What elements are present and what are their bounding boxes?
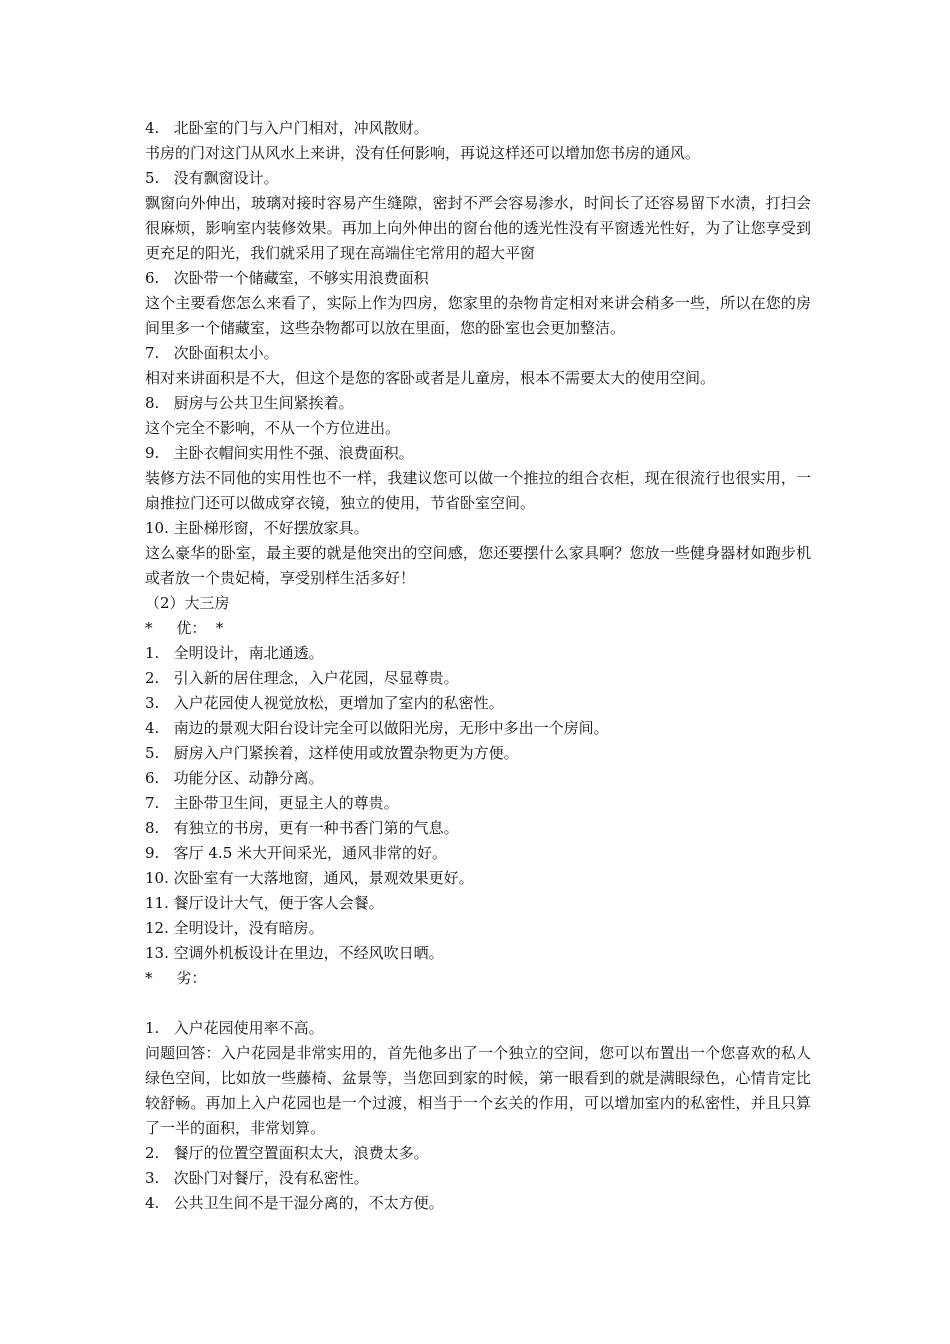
- text-line: 8. 有独立的书房，更有一种书香门第的气息。: [145, 819, 459, 837]
- text-line: 10. 次卧室有一大落地窗，通风，景观效果更好。: [145, 869, 474, 887]
- text-line: 相对来讲面积是不大，但这个是您的客卧或者是儿童房，根本不需要太大的使用空间。: [145, 369, 716, 387]
- text-line: 2. 引入新的居住理念，入户花园，尽显尊贵。: [145, 669, 459, 687]
- text-line: 9. 主卧衣帽间实用性不强、浪费面积。: [145, 444, 414, 462]
- text-line: 10. 主卧梯形窗，不好摆放家具。: [145, 519, 369, 537]
- text-line: * 劣：: [145, 969, 207, 987]
- paragraph: 飘窗向外伸出，玻璃对接时容易产生缝隙，密封不严会容易渗水，时间长了还容易留下水渍，打扫会很麻烦，影响室内装修效果。再加上向外伸出的窗台他的透光性没有平窗透光性好，为了让您享受到更充足的阳光，我们就采用了现在高端住宅常用的超大平窗: [145, 194, 811, 262]
- text-line: （2）大三房: [145, 594, 230, 612]
- text-line: 3. 次卧门对餐厅，没有私密性。: [145, 1169, 369, 1187]
- text-line: 9. 客厅 4.5 米大开间采光，通风非常的好。: [145, 844, 448, 862]
- text-line: 5. 没有飘窗设计。: [145, 169, 279, 187]
- text-line: 1. 入户花园使用率不高。: [145, 1019, 324, 1037]
- text-line: 4. 公共卫生间不是干湿分离的，不太方便。: [145, 1194, 444, 1212]
- text-line: 这个完全不影响，不从一个方位进出。: [145, 419, 401, 437]
- text-line: 12. 全明设计，没有暗房。: [145, 919, 324, 937]
- paragraph: 装修方法不同他的实用性也不一样，我建议您可以做一个推拉的组合衣柜，现在很流行也很实用，一扇推拉门还可以做成穿衣镜，独立的使用，节省卧室空间。: [145, 469, 811, 512]
- text-line: 7. 主卧带卫生间，更显主人的尊贵。: [145, 794, 399, 812]
- paragraph: 这个主要看您怎么来看了，实际上作为四房，您家里的杂物肯定相对来讲会稍多一些，所以在您的房间里多一个储藏室，这些杂物都可以放在里面，您的卧室也会更加整洁。: [145, 294, 811, 337]
- text-line: 书房的门对这门从风水上来讲，没有任何影响，再说这样还可以增加您书房的通风。: [145, 144, 701, 162]
- text-line: 4. 北卧室的门与入户门相对，冲风散财。: [145, 119, 429, 137]
- paragraph: 这么豪华的卧室，最主要的就是他突出的空间感，您还要摆什么家具啊？您放一些健身器材如跑步机或者放一个贵妃椅，享受别样生活多好！: [145, 544, 811, 587]
- text-line: 8. 厨房与公共卫生间紧挨着。: [145, 394, 354, 412]
- text-line: 6. 次卧带一个储藏室，不够实用浪费面积: [145, 269, 429, 287]
- text-line: 13. 空调外机板设计在里边，不经风吹日晒。: [145, 944, 444, 962]
- text-line: * 优： *: [145, 619, 224, 637]
- text-line: 4. 南边的景观大阳台设计完全可以做阳光房，无形中多出一个房间。: [145, 719, 609, 737]
- text-line: 1. 全明设计，南北通透。: [145, 644, 324, 662]
- text-line: 6. 功能分区、动静分离。: [145, 769, 324, 787]
- blank-line: [145, 991, 811, 1016]
- paragraph: 问题回答：入户花园是非常实用的，首先他多出了一个独立的空间，您可以布置出一个您喜欢的私人绿色空间，比如放一些藤椅、盆景等，当您回到家的时候，第一眼看到的就是满眼绿色，心情肯定比较舒畅。再加上入户花园也是一个过渡，相当于一个玄关的作用，可以增加室内的私密性，并且只算了一半的面积，非常划算。: [145, 1044, 811, 1137]
- document-body: [145, 116, 811, 1216]
- text-line: 5. 厨房入户门紧挨着，这样使用或放置杂物更为方便。: [145, 744, 519, 762]
- text-line: 7. 次卧面积太小。: [145, 344, 279, 362]
- text-line: 3. 入户花园使人视觉放松，更增加了室内的私密性。: [145, 694, 504, 712]
- text-line: 2. 餐厅的位置空置面积太大，浪费太多。: [145, 1144, 429, 1162]
- text-line: 11. 餐厅设计大气，便于客人会餐。: [145, 894, 384, 912]
